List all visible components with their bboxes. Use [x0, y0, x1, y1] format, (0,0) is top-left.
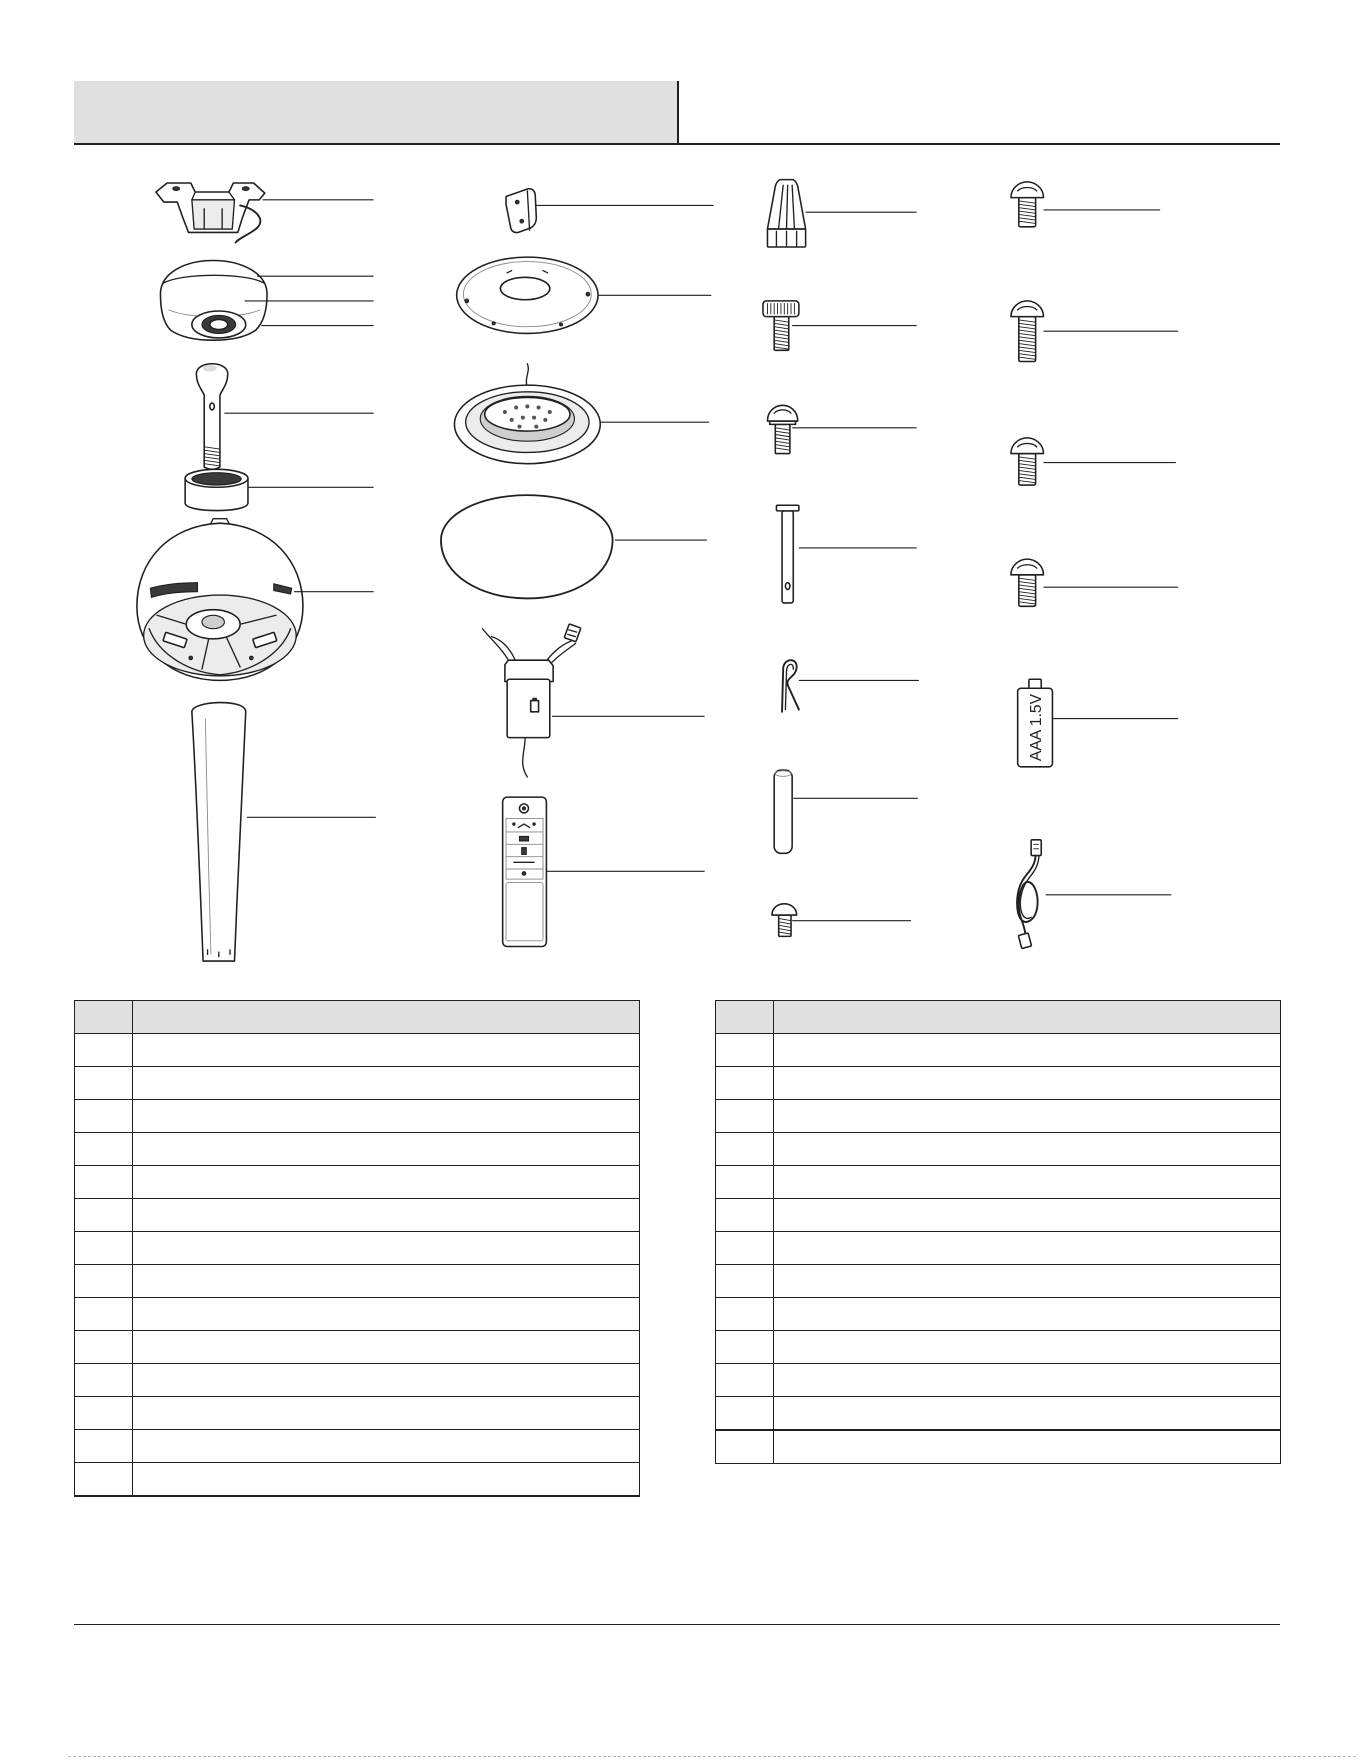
part-cell: [716, 1331, 774, 1364]
washer-screw-icon: [767, 405, 797, 453]
part-cell: [75, 1463, 133, 1497]
motor-housing-icon: [137, 519, 303, 681]
table-row: [75, 1100, 640, 1133]
table-row: [716, 1265, 1281, 1298]
description-cell: [774, 1034, 1281, 1067]
parts-table-right: [715, 1000, 1281, 1464]
part-cell: [75, 1364, 133, 1397]
table-row: [716, 1199, 1281, 1232]
table-row: [75, 1430, 640, 1463]
table-header-row: [75, 1001, 640, 1034]
blade-icon: [192, 703, 246, 962]
part-cell: [716, 1232, 774, 1265]
part-cell: [716, 1034, 774, 1067]
mounting-plate-icon: [457, 257, 598, 333]
page-edge-rule: [68, 1756, 1356, 1757]
part-cell: [75, 1100, 133, 1133]
table-row: [75, 1331, 640, 1364]
table-row: [75, 1133, 640, 1166]
part-cell: [75, 1133, 133, 1166]
screw-c-icon: [1011, 438, 1044, 485]
table-row: [716, 1067, 1281, 1100]
part-cell: [75, 1397, 133, 1430]
table-row: [716, 1430, 1281, 1464]
description-cell: [774, 1298, 1281, 1331]
part-cell: [75, 1199, 133, 1232]
table-row: [75, 1166, 640, 1199]
aaa-battery-icon: [1018, 679, 1053, 767]
description-cell: [774, 1397, 1281, 1431]
part-cell: [716, 1265, 774, 1298]
part-cell: [716, 1133, 774, 1166]
table-row: [75, 1463, 640, 1497]
table-row: [75, 1265, 640, 1298]
connector-cable-icon: [1017, 840, 1041, 949]
screw-b-icon: [1011, 301, 1044, 362]
blade-pin-icon: [776, 505, 798, 603]
table-row: [75, 1364, 640, 1397]
description-cell: [774, 1265, 1281, 1298]
description-cell: [133, 1331, 640, 1364]
table-row: [75, 1397, 640, 1430]
header-cell-description: [133, 1001, 640, 1034]
description-cell: [133, 1166, 640, 1199]
description-cell: [133, 1067, 640, 1100]
table-row: [716, 1100, 1281, 1133]
table-row: [716, 1298, 1281, 1331]
table-row: [75, 1199, 640, 1232]
description-cell: [774, 1364, 1281, 1397]
description-cell: [774, 1232, 1281, 1265]
description-cell: [133, 1463, 640, 1497]
remote-control-icon: [503, 797, 547, 946]
table-header-row: [716, 1001, 1281, 1034]
part-cell: [716, 1397, 774, 1431]
header-cell-part: [75, 1001, 133, 1034]
description-cell: [774, 1199, 1281, 1232]
description-cell: [133, 1034, 640, 1067]
footer-rule: [74, 1624, 1280, 1625]
light-kit-plate-icon: [454, 364, 600, 464]
glass-shade-icon: [441, 495, 613, 598]
part-cell: [716, 1100, 774, 1133]
table-row: [716, 1364, 1281, 1397]
table-row: [75, 1298, 640, 1331]
parts-table-left: [74, 1000, 640, 1497]
screw-d-icon: [1011, 559, 1044, 606]
table-row: [75, 1034, 640, 1067]
part-cell: [716, 1166, 774, 1199]
part-cell: [75, 1166, 133, 1199]
description-cell: [774, 1430, 1281, 1464]
screw-a-icon: [1011, 182, 1044, 227]
rod-icon: [774, 770, 792, 853]
part-cell: [716, 1430, 774, 1464]
table-row: [716, 1034, 1281, 1067]
part-cell: [75, 1331, 133, 1364]
description-cell: [133, 1430, 640, 1463]
wire-connector-icon: [767, 180, 805, 247]
description-cell: [774, 1331, 1281, 1364]
hanger-bracket-icon: [156, 183, 265, 243]
description-cell: [133, 1265, 640, 1298]
description-cell: [774, 1133, 1281, 1166]
table-row: [716, 1133, 1281, 1166]
description-cell: [133, 1100, 640, 1133]
description-cell: [774, 1067, 1281, 1100]
table-row: [716, 1397, 1281, 1431]
description-cell: [774, 1100, 1281, 1133]
description-cell: [774, 1166, 1281, 1199]
coupling-cover-icon: [185, 469, 248, 510]
part-cell: [75, 1265, 133, 1298]
table-row: [716, 1232, 1281, 1265]
part-cell: [75, 1067, 133, 1100]
part-cell: [716, 1364, 774, 1397]
description-cell: [133, 1232, 640, 1265]
battery-label: AAA 1.5V: [1028, 693, 1046, 762]
part-cell: [716, 1298, 774, 1331]
switch-housing-bracket-icon: [506, 189, 536, 233]
r-clip-icon: [782, 660, 799, 712]
part-cell: [75, 1232, 133, 1265]
part-cell: [716, 1067, 774, 1100]
part-cell: [75, 1034, 133, 1067]
downrod-icon: [196, 364, 227, 470]
header-cell-part: [716, 1001, 774, 1034]
table-row: [75, 1067, 640, 1100]
description-cell: [133, 1133, 640, 1166]
description-cell: [133, 1199, 640, 1232]
receiver-icon: [482, 624, 580, 777]
part-cell: [75, 1298, 133, 1331]
table-row: [716, 1331, 1281, 1364]
table-row: [75, 1232, 640, 1265]
header-cell-description: [774, 1001, 1281, 1034]
description-cell: [133, 1298, 640, 1331]
part-cell: [75, 1430, 133, 1463]
description-cell: [133, 1364, 640, 1397]
table-row: [716, 1166, 1281, 1199]
description-cell: [133, 1397, 640, 1430]
part-cell: [716, 1199, 774, 1232]
